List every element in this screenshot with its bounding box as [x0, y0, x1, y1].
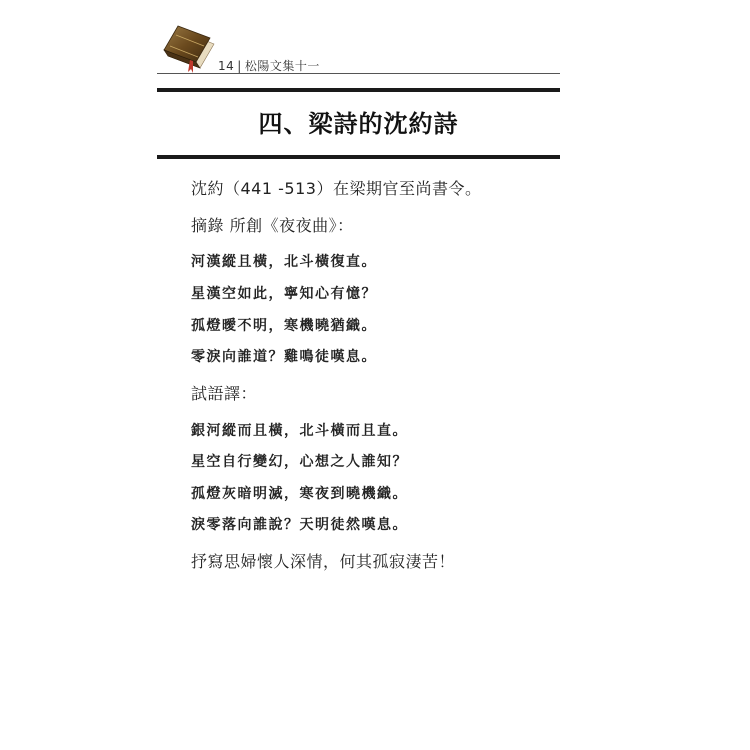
chapter-title: 四、梁詩的沈約詩	[258, 110, 459, 138]
original-poem-line: 河漢縱且橫，北斗橫復直。	[191, 254, 377, 270]
translation-poem-line: 淚零落向誰說？天明徒然嘆息。	[191, 517, 408, 533]
translation-poem-line: 星空自行變幻，心想之人誰知？	[191, 454, 408, 470]
title-rule-top	[157, 88, 560, 92]
translation-poem-line: 孤燈灰暗明滅，寒夜到曉機織。	[191, 486, 408, 502]
header-separator: |	[237, 59, 242, 73]
translation-label: 試語譯：	[191, 384, 258, 403]
original-poem-line: 零淚向誰道？雞鳴徒嘆息。	[191, 349, 377, 365]
book-title: 松陽文集十一	[244, 59, 320, 73]
page-number: 14	[218, 59, 235, 73]
title-rule-bottom	[157, 155, 560, 159]
original-poem-line: 星漢空如此，寧知心有憶？	[191, 286, 377, 302]
conclusion-paragraph: 抒寫思婦懷人深情，何其孤寂淒苦！	[191, 552, 456, 571]
original-poem-line: 孤燈曖不明，寒機曉猶織。	[191, 318, 377, 334]
translation-poem-line: 銀河縱而且橫，北斗橫而且直。	[191, 423, 408, 439]
header-rule	[157, 73, 560, 74]
intro-paragraph: 沈約（441 -513）在梁期官至尚書令。	[191, 179, 482, 198]
excerpt-label: 摘錄 所創《夜夜曲》：	[191, 216, 354, 235]
running-head	[218, 57, 320, 74]
book-icon	[160, 16, 218, 74]
